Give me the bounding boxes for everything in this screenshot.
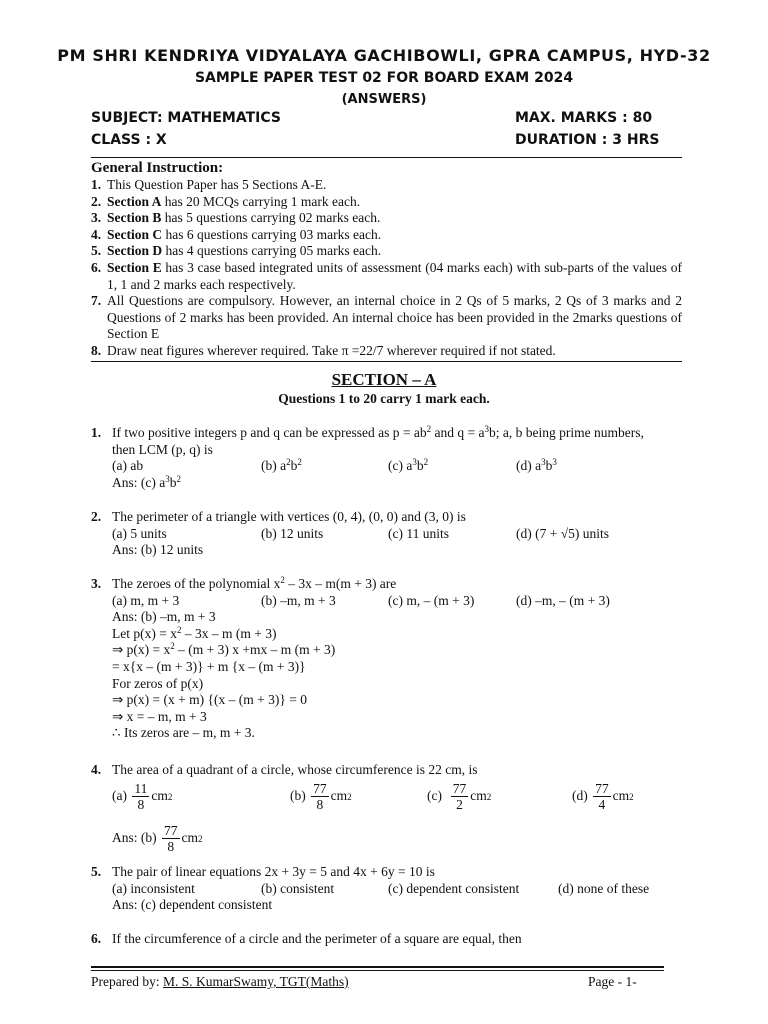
- q4-option-b: (b) $\frac{77}{8}$ cm 2: [290, 781, 352, 813]
- q2-option-b: (b) 12 units: [261, 525, 324, 541]
- paper-title: SAMPLE PAPER TEST 02 FOR BOARD EXAM 2024: [194, 70, 574, 86]
- instruction-item: 6. Section E has 3 case based integrated units of assessment (04 marks each) with sub-parts of the values of 1, 1 and 2 marks each respectively.: [91, 259, 682, 292]
- q1-option-b: (b) $a^2b^2$: [261, 457, 302, 474]
- instruction-item: 2. Section A has 20 MCQs carrying 1 mark each.: [91, 193, 361, 209]
- footer-rule: [91, 966, 664, 968]
- q5-option-c: (c) dependent consistent: [388, 880, 520, 896]
- question-5: 5. The pair of linear equations 2x + 3y = 5 and 4x + 6y = 10 is (a) inconsistent (b) consistent (c) dependent consistent (d) none of these Ans: (c) dependent consistent: [91, 864, 682, 914]
- question-4: 4. The area of a quadrant of a circle, whose circumference is 22 cm, is (a) $\frac{11}{8}$ cm 2 (b) $\frac{77}{8}$ cm 2 (c) $\frac{77}{2}$ cm 2 (d) $\frac{77}{4}$ cm 2 Ans: (b) $\frac{77}{8}$ cm 2: [91, 762, 682, 857]
- subject-label: SUBJECT: MATHEMATICS: [91, 110, 281, 126]
- q2-option-a: (a) 5 units: [112, 525, 167, 541]
- q4-answer: Ans: (b) $\frac{77}{8}$ cm 2: [112, 823, 203, 855]
- q5-option-b: (b) consistent: [261, 880, 335, 896]
- q3-option-d: (d) –m, – (m + 3): [516, 592, 610, 608]
- instruction-item: 5. Section D has 4 questions carrying 05 marks each.: [91, 243, 382, 259]
- page-number: Page - 1-: [588, 974, 637, 989]
- q5-answer: Ans: (c) dependent consistent: [112, 897, 273, 913]
- footer-rule-thin: [91, 970, 664, 971]
- instructions-divider: [91, 361, 682, 362]
- q1-option-c: (c) $a^3b^2$: [388, 457, 429, 474]
- q1-answer: Ans: (c) $a^3b^2$: [112, 473, 181, 490]
- header-divider: [91, 157, 682, 158]
- question-1: 1. If two positive integers p and q can be expressed as $p = ab^2$ and $q = a^3b$; a, b being prime numbers, then LCM (p, q) is (a) ab (b) $a^2b^2$ (c) $a^3b^2$ (d) $a^3b^3$ Ans: (c) $a^3b^2$: [91, 425, 682, 491]
- instruction-item: 4. Section C has 6 questions carrying 03 marks each.: [91, 226, 382, 242]
- q2-option-c: (c) 11 units: [388, 525, 449, 541]
- q3-option-c: (c) m, – (m + 3): [388, 592, 475, 608]
- q5-option-a: (a) inconsistent: [112, 880, 195, 896]
- instructions-title: General Instruction:: [91, 160, 224, 176]
- q5-option-d: (d) none of these: [558, 880, 650, 896]
- section-subtitle: Questions 1 to 20 carry 1 mark each.: [278, 391, 490, 406]
- question-6: 6. If the circumference of a circle and the perimeter of a square are equal, then: [91, 931, 522, 946]
- instruction-item: 7. All Questions are compulsory. However, an internal choice in 2 Qs of 5 marks, 2 Qs of 3 marks and 2 Questions of 2 marks has been provided. An internal choice has been provided in the 2marks questions of Section E: [91, 293, 682, 342]
- q3-option-b: (b) –m, m + 3: [261, 592, 336, 608]
- class-label: CLASS : X: [91, 132, 167, 148]
- q4-option-a: (a) $\frac{11}{8}$ cm 2: [112, 781, 173, 813]
- instruction-item: 3. Section B has 5 questions carrying 02 marks each.: [91, 210, 381, 226]
- section-title: SECTION – A: [331, 370, 437, 389]
- q1-option-d: (d) $a^3b^3$: [516, 457, 557, 474]
- footer-credit: Prepared by: M. S. KumarSwamy, TGT(Maths): [91, 974, 349, 989]
- duration-label: DURATION : 3 HRS: [515, 132, 660, 148]
- answers-label: (ANSWERS): [341, 92, 427, 107]
- question-3: 3. The zeroes of the polynomial $x^2 - 3x - m(m + 3)$ are (a) m, m + 3 (b) –m, m + 3 (c) m, – (m + 3) (d) –m, – (m + 3) Ans: (b) –m, m + 3 Let $p(x) = x^2 - 3x - m$ (m + 3) ⇒ $p(x) = x^2 - (m + 3)$ x +mx – m (m + 3) = x{x – (m + 3)} + m {x – (m + 3)} For zeros of p(x) ⇒ p(x) = (x + m) {(x – (m + 3)} = 0 ⇒ x = – m, m + 3 ∴ Its zeros are – m, m + 3.: [91, 576, 682, 742]
- max-marks-label: MAX. MARKS : 80: [515, 110, 653, 126]
- q4-option-c: (c) $\frac{77}{2}$ cm 2: [427, 781, 492, 813]
- q3-answer: Ans: (b) –m, m + 3: [112, 609, 216, 625]
- instructions-list: [91, 177, 682, 360]
- instruction-item: 1. This Question Paper has 5 Sections A-E.: [91, 177, 327, 192]
- question-2: 2. The perimeter of a triangle with vertices (0, 4), (0, 0) and (3, 0) is (a) 5 units (b) 12 units (c) 11 units (d) (7 + √5) units Ans: (b) 12 units: [91, 509, 682, 559]
- author-name: M. S. KumarSwamy, TGT(Maths): [162, 974, 349, 989]
- q3-option-a: (a) m, m + 3: [112, 592, 180, 608]
- instruction-item: 8. Draw neat figures wherever required. Take π =22/7 wherever required if not stated.: [91, 342, 556, 358]
- q1-option-a: (a) ab: [112, 458, 144, 474]
- q2-option-d: (d) (7 + √5) units: [516, 525, 610, 541]
- school-name: PM SHRI KENDRIYA VIDYALAYA GACHIBOWLI, GPRA CAMPUS, HYD-32: [57, 46, 711, 65]
- q2-answer: Ans: (b) 12 units: [112, 542, 204, 558]
- q4-option-d: (d) $\frac{77}{4}$ cm 2: [572, 781, 634, 813]
